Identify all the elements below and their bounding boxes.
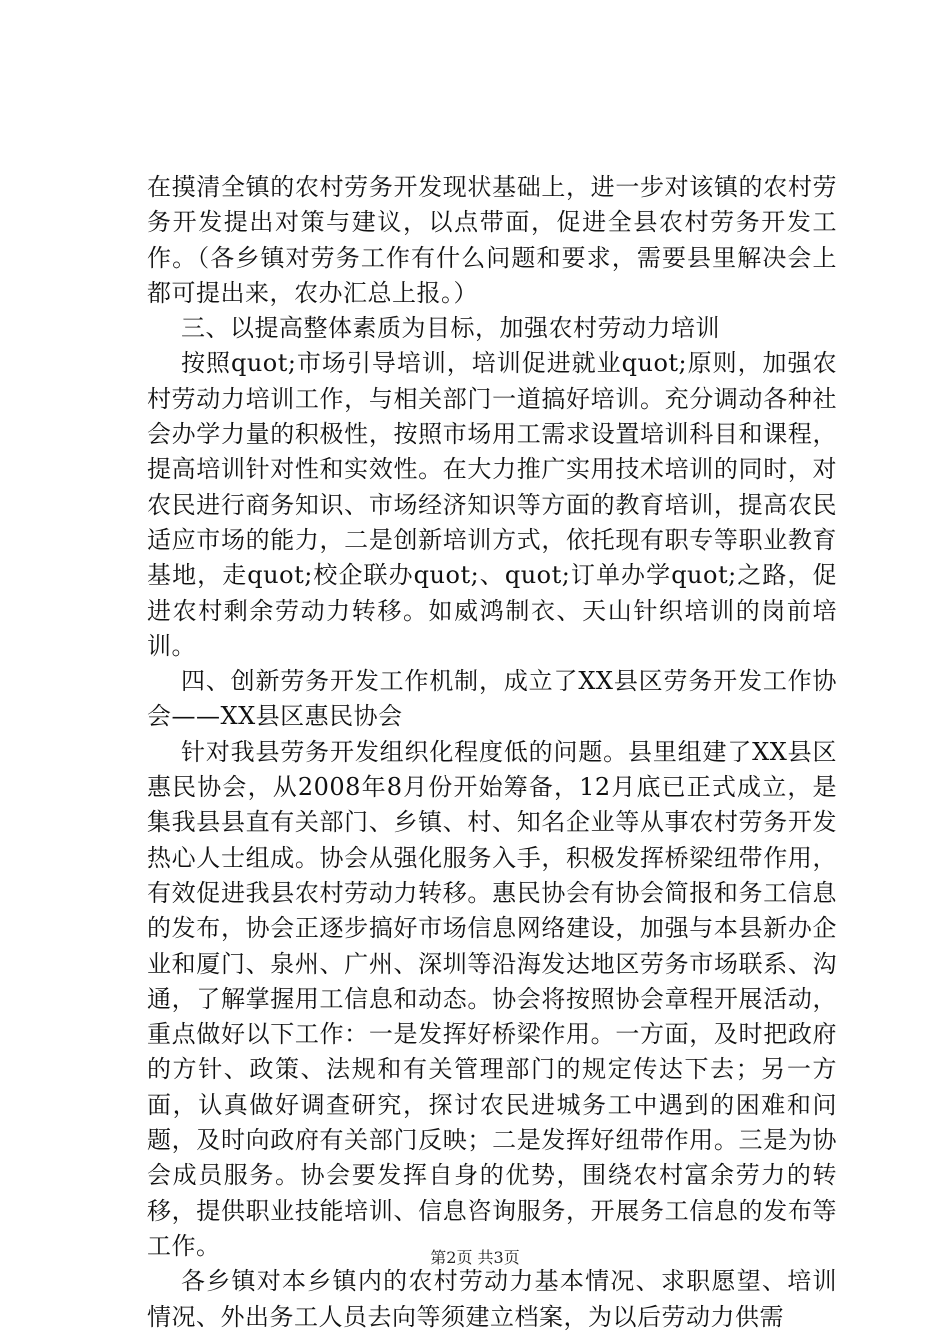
paragraph: 三、以提高整体素质为目标，加强农村劳动力培训 (181, 314, 720, 343)
paragraph: 各乡镇对本乡镇内的农村劳动力基本情况、求职愿望、培训情况、外出务工人员去向等须建立档案，为以后劳动力供需 (147, 1267, 837, 1331)
paragraph: 针对我县劳务开发组织化程度低的问题。县里组建了XX县区惠民协会，从2008年8月份开始筹备，12月底已正式成立，是集我县县直有关部门、乡镇、村、知名企业等从事农村劳务开发热心人士组成。协会从强化服务入手，积极发挥桥梁纽带作用，有效促进我县农村劳动力转移。惠民协会有协会简报和务工信息的发布，协会正逐步搞好市场信息网络建设，加强与本县新办企业和厦门、泉州、广州、深圳等沿海发达地区劳务市场联系、沟通，了解掌握用工信息和动态。协会将按照协会章程开展活动，重点做好以下工作：一是发挥好桥梁作用。一方面，及时把政府的方针、政策、法规和有关管理部门的规定传达下去；另一方面，认真做好调查研究，探讨农民进城务工中遇到的困难和问题，及时向政府有关部门反映；二是发挥好纽带作用。三是为协会成员服务。协会要发挥自身的优势，围绕农村富余劳力的转移，提供职业技能培训、信息咨询服务，开展务工信息的发布等工作。 (147, 737, 837, 1260)
paragraph: 四、创新劳务开发工作机制，成立了XX县区劳务开发工作协会——XX县区惠民协会 (147, 667, 837, 731)
paragraph: 按照quot;市场引导培训，培训促进就业quot;原则，加强农村劳动力培训工作，与相关部门一道搞好培训。充分调动各种社会办学力量的积极性，按照市场用工需求设置培训科目和课程，提高培训针对性和实效性。在大力推广实用技术培训的同时，对农民进行商务知识、市场经济知识等方面的教育培训，提高农民适应市场的能力，二是创新培训方式，依托现有职专等职业教育基地，走quot;校企联办quot;、quot;订单办学quot;之路，促进农村剩余劳动力转移。如威鸿制衣、天山针织培训的岗前培训。 (147, 349, 837, 660)
document-body (147, 170, 837, 1335)
page-footer: 第2页 共3页 (430, 1248, 520, 1267)
paragraph: 在摸清全镇的农村劳务开发现状基础上，进一步对该镇的农村劳务开发提出对策与建议，以点带面，促进全县农村劳务开发工作。（各乡镇对劳务工作有什么问题和要求，需要县里解决会上都可提出来，农办汇总上报。） (147, 173, 837, 307)
